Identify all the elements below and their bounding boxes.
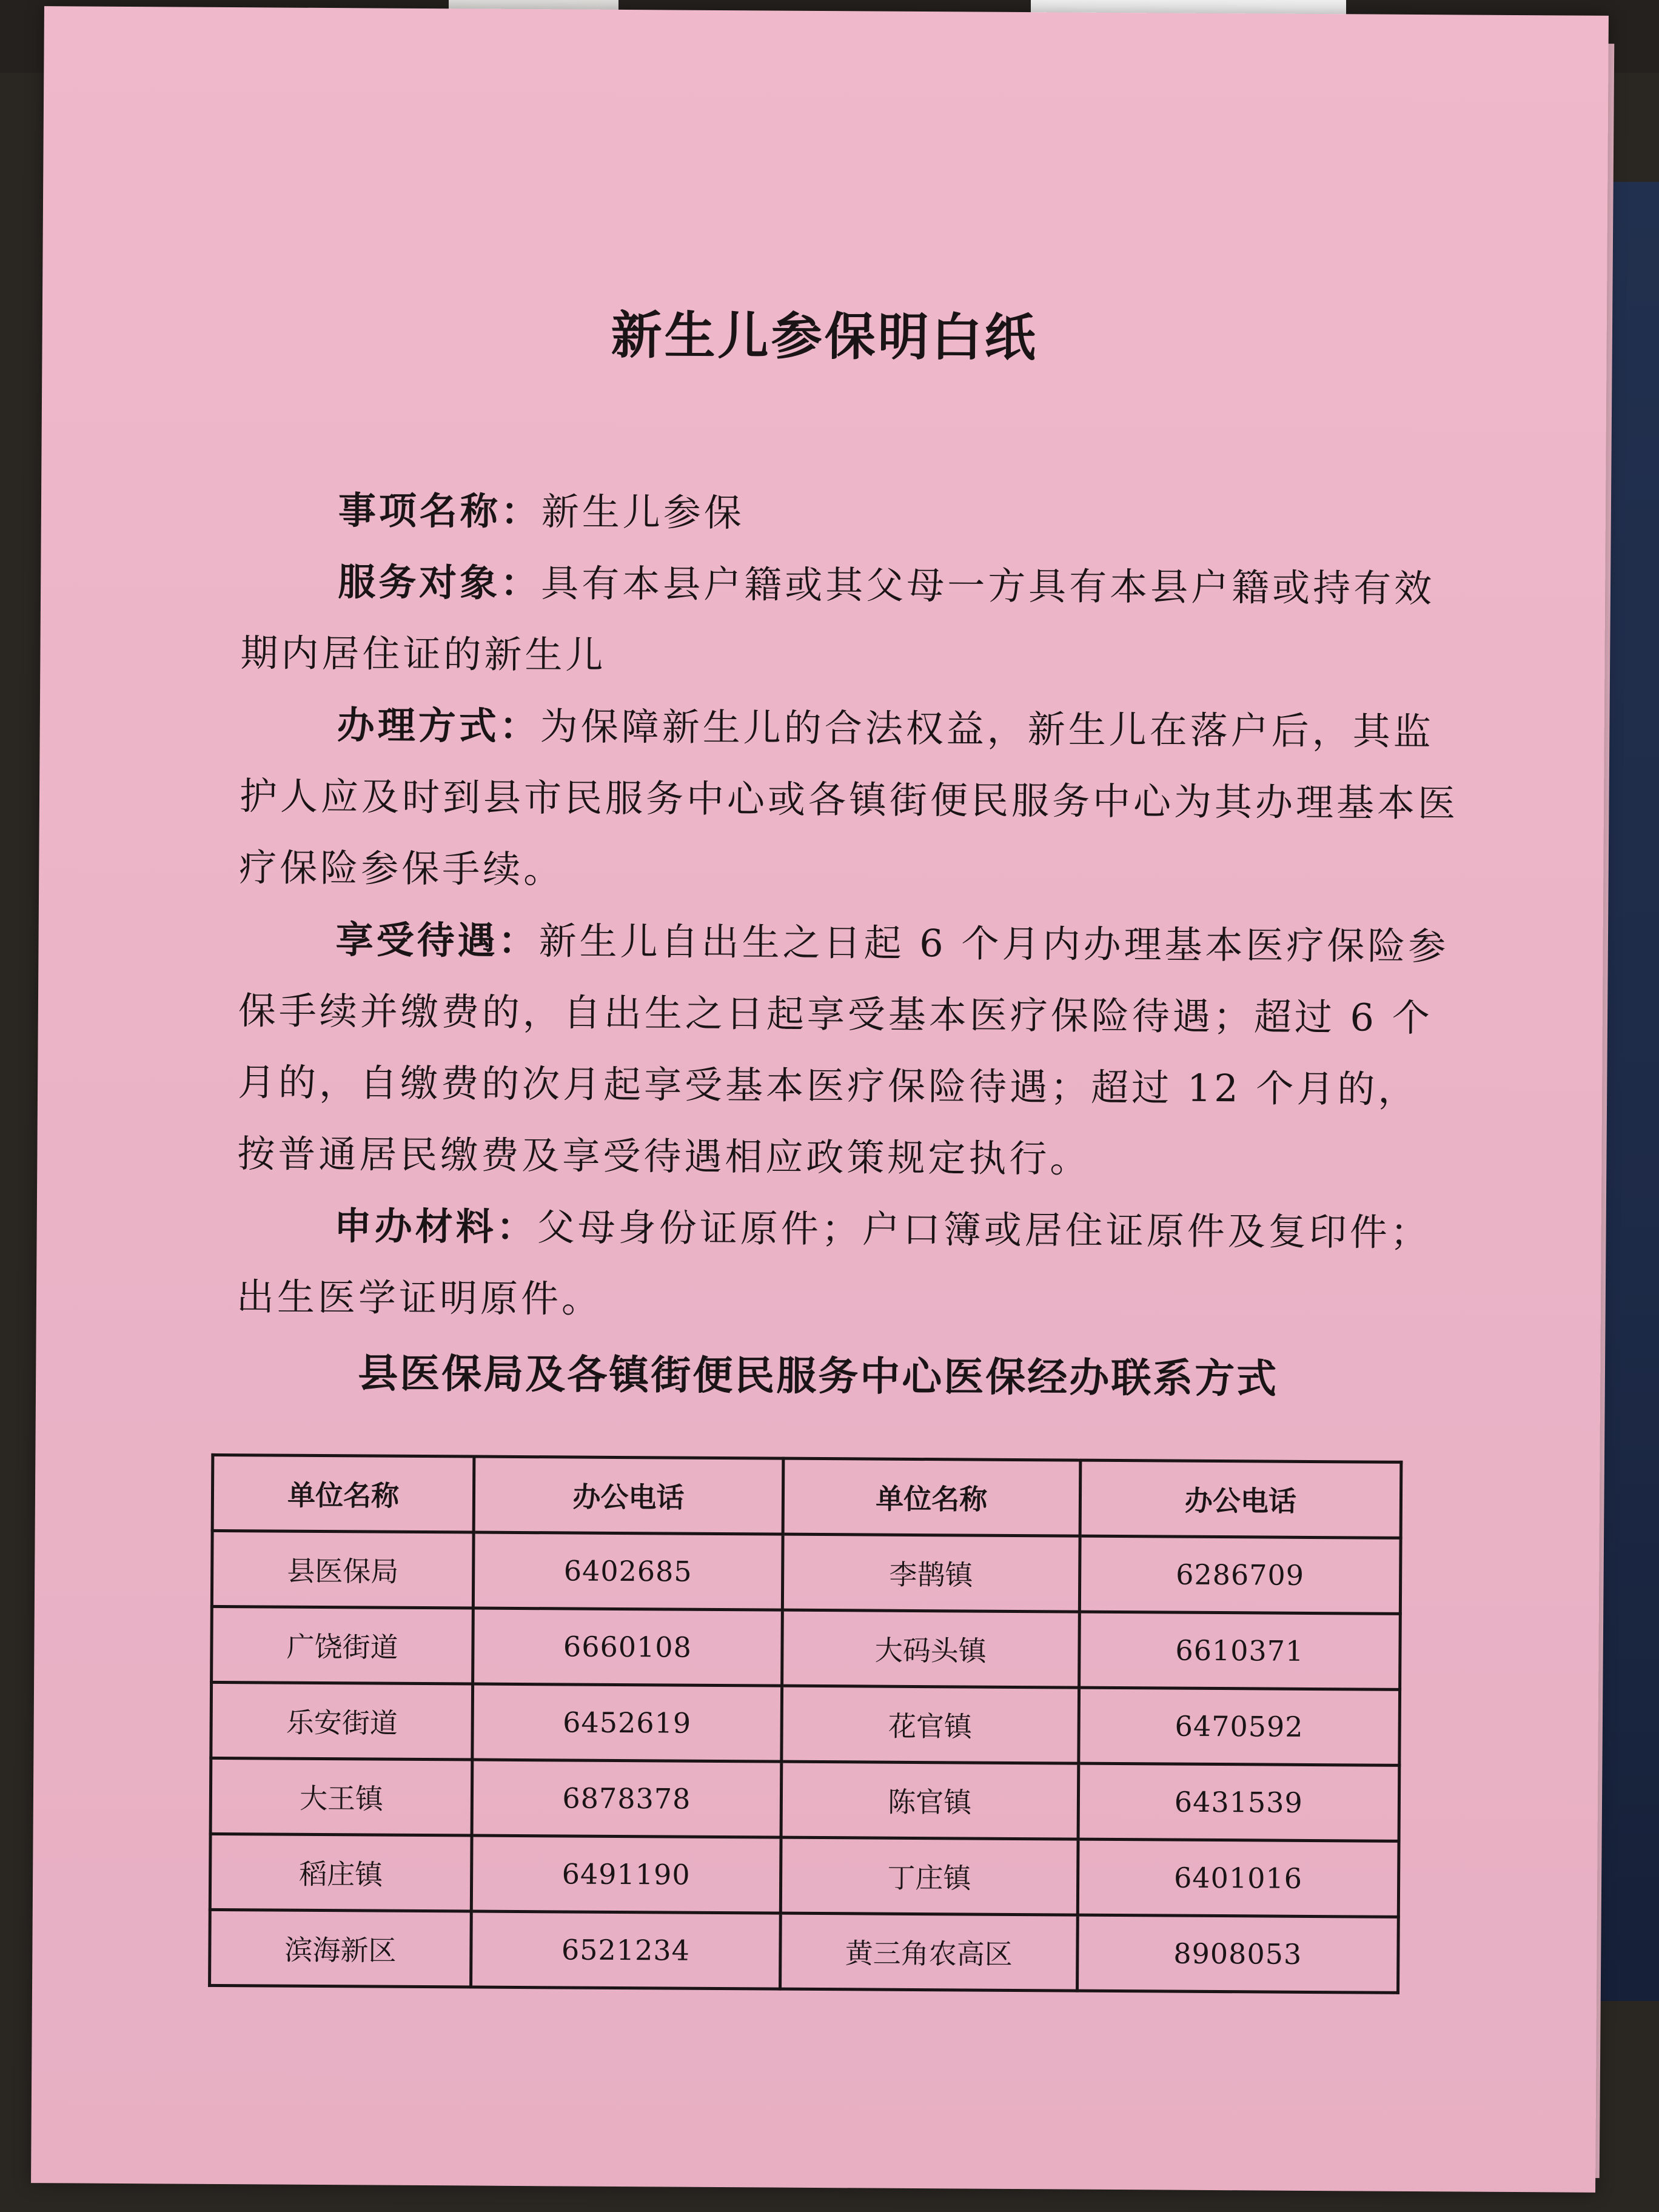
table-row bbox=[210, 1758, 1399, 1841]
item-text: 新生儿参保 bbox=[541, 489, 745, 535]
table-row bbox=[212, 1530, 1401, 1614]
phone-cell: 6491190 bbox=[471, 1835, 780, 1913]
phone-cell: 6286709 bbox=[1079, 1536, 1401, 1614]
item-name bbox=[241, 474, 1461, 553]
unit-name-cell: 大王镇 bbox=[210, 1758, 472, 1835]
contacts-table bbox=[208, 1453, 1403, 1994]
flyer-sheet bbox=[31, 6, 1609, 2193]
phone-cell: 6470592 bbox=[1079, 1687, 1400, 1765]
item-text: 为保障新生儿的合法权益，新生儿在落户后，其监护人应及时到县市民服务中心或各镇街便民服务中心为其办理基本医疗保险参保手续。 bbox=[239, 704, 1459, 892]
phone-cell: 6610371 bbox=[1079, 1612, 1400, 1689]
item-target bbox=[240, 546, 1460, 696]
item-label: 服务对象： bbox=[337, 560, 541, 606]
header-unit-name: 单位名称 bbox=[783, 1458, 1081, 1536]
phone-cell: 6660108 bbox=[473, 1608, 782, 1686]
header-phone: 办公电话 bbox=[1080, 1460, 1401, 1538]
table-row bbox=[210, 1834, 1399, 1917]
item-materials bbox=[236, 1190, 1456, 1340]
unit-name-cell: 花官镇 bbox=[782, 1686, 1079, 1763]
unit-name-cell: 广饶街道 bbox=[212, 1606, 474, 1684]
unit-name-cell: 李鹊镇 bbox=[782, 1534, 1080, 1612]
unit-name-cell: 陈官镇 bbox=[781, 1761, 1079, 1839]
item-label: 办理方式： bbox=[337, 703, 540, 749]
item-text: 具有本县户籍或其父母一方具有本县户籍或持有效期内居住证的新生儿 bbox=[240, 561, 1435, 677]
document-title: 新生儿参保明白纸 bbox=[611, 304, 1038, 368]
item-label: 事项名称： bbox=[338, 488, 542, 534]
unit-name-cell: 丁庄镇 bbox=[780, 1837, 1078, 1915]
table-row bbox=[212, 1606, 1401, 1689]
phone-cell: 6431539 bbox=[1078, 1763, 1399, 1841]
unit-name-cell: 滨海新区 bbox=[210, 1909, 472, 1987]
phone-cell: 6402685 bbox=[474, 1532, 783, 1610]
header-unit-name: 单位名称 bbox=[212, 1455, 474, 1532]
item-label: 申办材料： bbox=[333, 1204, 537, 1250]
item-text: 新生儿自出生之日起 6 个月内办理基本医疗保险参保手续并缴费的，自出生之日起享受基本医疗保险待遇；超过 6 个月的，自缴费的次月起享受基本医疗保险待遇；超过 12 个月的，按普通居民缴费及享受待遇相应政策规定执行。 bbox=[237, 919, 1449, 1181]
phone-cell: 6878378 bbox=[472, 1760, 781, 1837]
item-benefits bbox=[237, 903, 1458, 1197]
phone-cell: 6452619 bbox=[472, 1684, 782, 1761]
unit-name-cell: 大码头镇 bbox=[782, 1610, 1079, 1687]
header-phone: 办公电话 bbox=[474, 1456, 783, 1534]
table-row bbox=[211, 1682, 1400, 1765]
table-header-row bbox=[212, 1455, 1401, 1538]
unit-name-cell: 稻庄镇 bbox=[210, 1834, 472, 1911]
table-row bbox=[210, 1909, 1399, 1992]
contacts-title: 县医保局及各镇街便民服务中心医保经办联系方式 bbox=[357, 1349, 1279, 1403]
item-text: 父母身份证原件；户口簿或居住证原件及复印件；出生医学证明原件。 bbox=[236, 1205, 1431, 1321]
phone-cell: 6401016 bbox=[1078, 1839, 1399, 1917]
item-label: 享受待遇： bbox=[335, 917, 539, 964]
phone-cell: 6521234 bbox=[471, 1911, 780, 1989]
item-method bbox=[239, 689, 1459, 911]
unit-name-cell: 乐安街道 bbox=[211, 1682, 473, 1760]
unit-name-cell: 县医保局 bbox=[212, 1530, 474, 1608]
phone-cell: 8908053 bbox=[1077, 1915, 1398, 1992]
unit-name-cell: 黄三角农高区 bbox=[780, 1913, 1078, 1991]
